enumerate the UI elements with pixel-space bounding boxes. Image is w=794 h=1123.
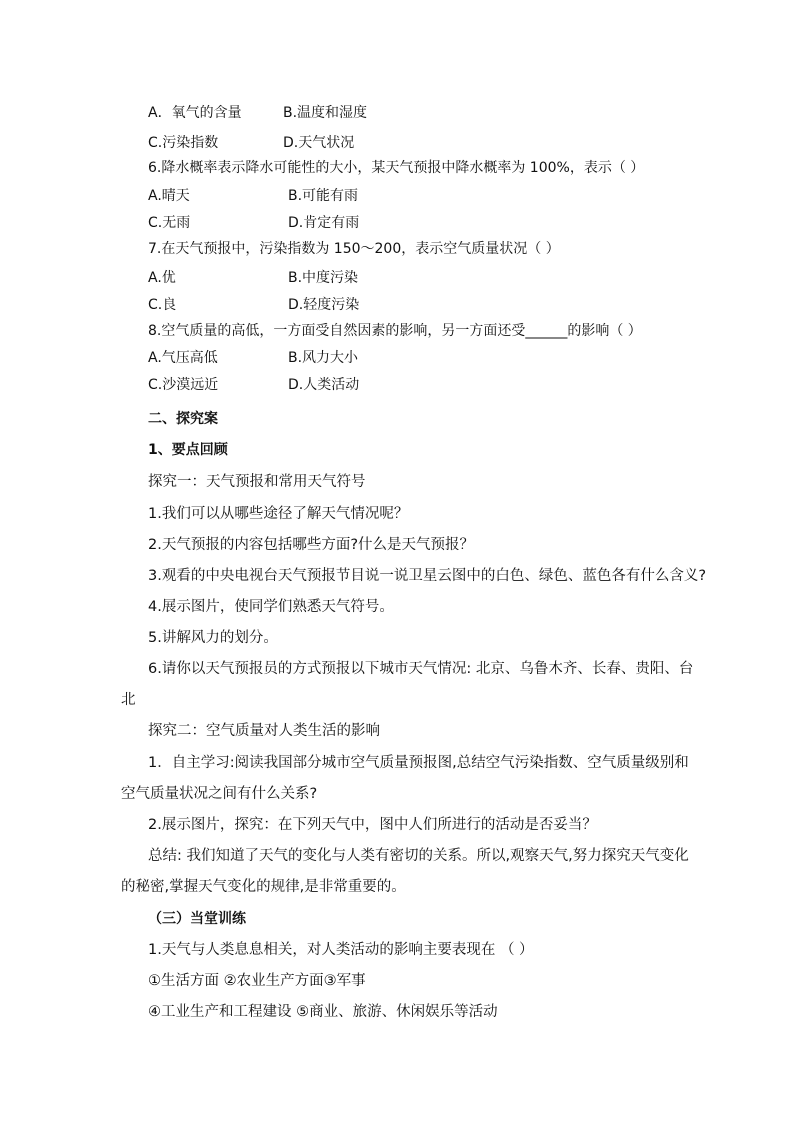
explore-two-item: 1．自主学习:阅读我国部分城市空气质量预报图,总结空气污染指数、空气质量级别和 (148, 755, 689, 771)
explore-one-item-continued: 北 (121, 692, 136, 708)
explore-one-item: 6.请你以天气预报员的方式预报以下城市天气情况: 北京、乌鲁木齐、长春、贵阳、台 (148, 661, 694, 677)
practice-q1-line: ①生活方面 ②农业生产方面③军事 (148, 973, 366, 989)
practice-q1-line: ④工业生产和工程建设 ⑤商业、旅游、休闲娱乐等活动 (148, 1004, 498, 1020)
practice-q1-stem: 1.天气与人类息息相关，对人类活动的影响主要表现在 （ ） (148, 942, 534, 958)
explore-one-item: 1.我们可以从哪些途径了解天气情况呢？ (148, 506, 409, 522)
explore-two-title: 探究二：空气质量对人类生活的影响 (148, 723, 380, 739)
practice-heading: （三）当堂训练 (148, 911, 246, 927)
section-heading: 二、探究案 (148, 411, 218, 427)
explore-one-item: 2.天气预报的内容包括哪些方面?什么是天气预报？ (148, 537, 475, 553)
explore-two-item: 2.展示图片，探究：在下列天气中，图中人们所进行的活动是否妥当？ (148, 817, 597, 833)
explore-two-item-continued: 空气质量状况之间有什么关系? (121, 786, 318, 802)
q8-option-b: B.风力大小 (288, 350, 359, 366)
explore-one-item: 4.展示图片，使同学们熟悉天气符号。 (148, 599, 394, 615)
q8-stem: 8.空气质量的高低，一方面受自然因素的影响，另一方面还受______的影响（ ） (148, 323, 642, 339)
q7-stem: 7.在天气预报中，污染指数为 150～200，表示空气质量状况（ ） (148, 241, 560, 257)
subsection-heading: 1、要点回顾 (148, 442, 228, 458)
q7-option-b: B.中度污染 (288, 270, 359, 286)
q5-option-a: A．氧气的含量 (148, 105, 242, 121)
explore-one-item: 5.讲解风力的划分。 (148, 630, 278, 646)
q5-option-b: B.温度和湿度 (283, 105, 368, 121)
explore-one-item: 3.观看的中央电视台天气预报节目说一说卫星云图中的白色、绿色、蓝色各有什么含义? (148, 568, 707, 584)
q8-option-a: A.气压高低 (148, 350, 218, 366)
q6-option-c: C.无雨 (148, 215, 191, 231)
q8-option-c: C.沙漠远近 (148, 377, 219, 393)
q6-option-a: A.晴天 (148, 188, 190, 204)
q5-option-c: C.污染指数 (148, 135, 219, 151)
q7-option-d: D.轻度污染 (288, 297, 360, 313)
q6-stem: 6.降水概率表示降水可能性的大小，某天气预报中降水概率为 100%，表示（ ） (148, 160, 645, 176)
q7-option-a: A.优 (148, 270, 176, 286)
summary-text-continued: 的秘密,掌握天气变化的规律,是非常重要的。 (121, 879, 406, 895)
summary-text: 总结: 我们知道了天气的变化与人类有密切的关系。所以,观察天气,努力探究天气变化 (148, 848, 689, 864)
q6-option-d: D.肯定有雨 (288, 215, 360, 231)
q7-option-c: C.良 (148, 297, 177, 313)
q8-option-d: D.人类活动 (288, 377, 360, 393)
q6-option-b: B.可能有雨 (288, 188, 359, 204)
q5-option-d: D.天气状况 (283, 135, 355, 151)
explore-one-title: 探究一：天气预报和常用天气符号 (148, 474, 366, 490)
